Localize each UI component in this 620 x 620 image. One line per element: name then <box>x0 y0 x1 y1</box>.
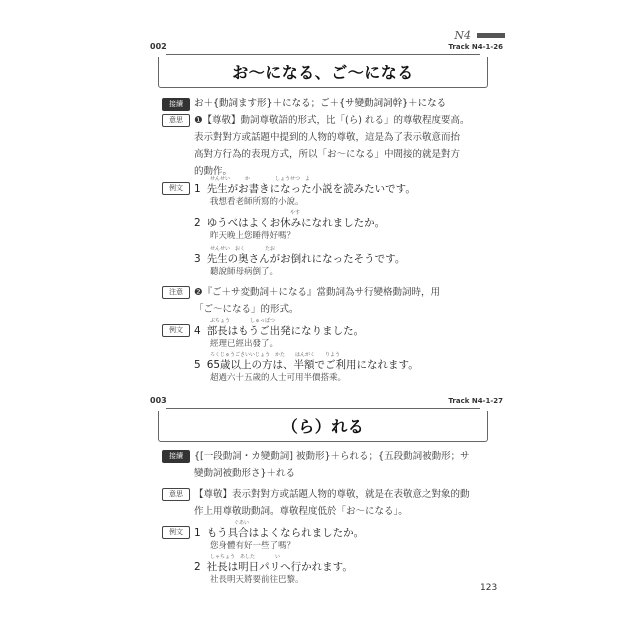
track-label: Track N4-1-26 <box>448 43 503 51</box>
section-header <box>150 396 503 405</box>
meaning-line: ❶【尊敬】動詞尊敬語的形式，比「(ら) れる」的尊敬程度要高。 <box>194 115 470 126</box>
example-sentence <box>194 182 499 196</box>
furigana: やす <box>290 210 301 216</box>
example-tag: 例文 <box>162 182 190 195</box>
section-number: 003 <box>150 396 167 405</box>
example-number: 2 <box>194 561 201 573</box>
example-item <box>194 210 499 243</box>
section-header <box>150 42 503 51</box>
example-sentence <box>194 526 499 540</box>
example-translation: 昨天晚上您睡得好嗎？ <box>210 231 296 241</box>
title-frame <box>158 408 488 442</box>
example-item <box>194 176 499 209</box>
example-sentence <box>194 216 499 230</box>
example-item <box>194 318 499 351</box>
meaning-line: 表示對對方或話題中提到的人物的尊敬，這是為了表示敬意而抬 <box>194 132 461 143</box>
meaning-line: 高對方行為的表現方式，所以「お～になる」中間接的就是對方 <box>194 149 461 160</box>
example-sentence <box>194 358 499 372</box>
example-translation: 您身體有好一些了嗎？ <box>210 541 296 551</box>
furigana: せんせい か しょうせつ よ <box>210 176 311 182</box>
example-translation: 社長明天將要前往巴黎。 <box>210 575 304 585</box>
furigana: しゃちょう あした い <box>210 554 281 560</box>
title-frame <box>158 54 488 88</box>
furigana: せんせい おく たお <box>210 246 276 252</box>
example-translation: 聽說師母病倒了。 <box>210 267 279 277</box>
example-number: 3 <box>194 253 201 265</box>
example-jp: 65歳以上の方は、半額でご利用になれます。 <box>206 359 419 371</box>
example-translation: 我想看老師所寫的小說。 <box>210 197 304 207</box>
example-jp: 社長は明日パリへ行かれます。 <box>206 561 353 573</box>
usage-text: お＋{動詞ます形}＋になる；ご＋{サ變動詞詞幹}＋になる <box>194 98 447 109</box>
example-number: 2 <box>194 217 201 229</box>
example-translation: 超過六十五歲的人士可用半價搭乘。 <box>210 373 347 383</box>
note-line: 「ご～になる」的形式。 <box>194 304 299 315</box>
page-number: 123 <box>480 583 498 593</box>
example-jp: 部長はもうご出発になりました。 <box>206 325 365 337</box>
meaning-line: 作上用尊敬助動詞。尊敬程度低於「お～になる」。 <box>194 506 408 517</box>
example-sentence <box>194 560 499 574</box>
meaning-text <box>194 486 499 520</box>
example-sentence <box>194 252 499 266</box>
usage-text <box>194 448 499 482</box>
usage-tag: 接續 <box>162 450 190 463</box>
meaning-line: 的動作。 <box>194 166 233 177</box>
example-tag: 例文 <box>162 526 190 539</box>
meaning-tag: 意思 <box>162 114 190 127</box>
example-item <box>194 554 499 587</box>
furigana: ぐあい <box>234 520 250 526</box>
textbook-page <box>150 28 503 588</box>
level-label: N4 <box>454 29 471 42</box>
note-tag: 注意 <box>162 286 190 299</box>
example-jp: 先生の奥さんがお倒れになったそうです。 <box>206 253 406 265</box>
meaning-tag: 意思 <box>162 488 190 501</box>
example-number: 4 <box>194 325 201 337</box>
usage-line: {[一段動詞・カ變動詞] 被動形}＋られる；{五段動詞被動形；サ <box>194 451 470 462</box>
example-jp: 先生がお書きになった小説を読みたいです。 <box>206 183 416 195</box>
track-label: Track N4-1-27 <box>448 397 503 405</box>
note-line: ❷『ご＋サ変動詞＋になる』當動詞為サ行變格動詞時，用 <box>194 287 441 298</box>
example-translation: 經理已經出發了。 <box>210 339 279 349</box>
furigana: ろくじゅうごさいいじょう かた はんがく りよう <box>210 352 341 358</box>
usage-line: 變動詞被動形さ}＋れる <box>194 468 296 479</box>
section-number: 002 <box>150 42 167 51</box>
meaning-text <box>194 112 499 180</box>
example-item <box>194 520 499 553</box>
example-jp: もう具合はよくなられましたか。 <box>206 527 365 539</box>
example-jp: ゆうべはよくお休みになれましたか。 <box>206 217 386 229</box>
meaning-line: 【尊敬】表示對對方或話題人物的尊敬，就是在表敬意之對象的動 <box>194 489 470 500</box>
example-number: 1 <box>194 183 201 195</box>
furigana: ぶちょう しゅっぱつ <box>210 318 276 324</box>
example-item <box>194 352 499 385</box>
example-tag: 例文 <box>162 324 190 337</box>
example-sentence <box>194 324 499 338</box>
usage-tag: 接續 <box>162 98 190 111</box>
section-title: （ら）れる <box>281 416 365 436</box>
example-number: 5 <box>194 359 201 371</box>
section-title: お～になる、ご～になる <box>232 62 414 82</box>
example-number: 1 <box>194 527 201 539</box>
note-text <box>194 284 499 318</box>
example-item <box>194 246 499 279</box>
